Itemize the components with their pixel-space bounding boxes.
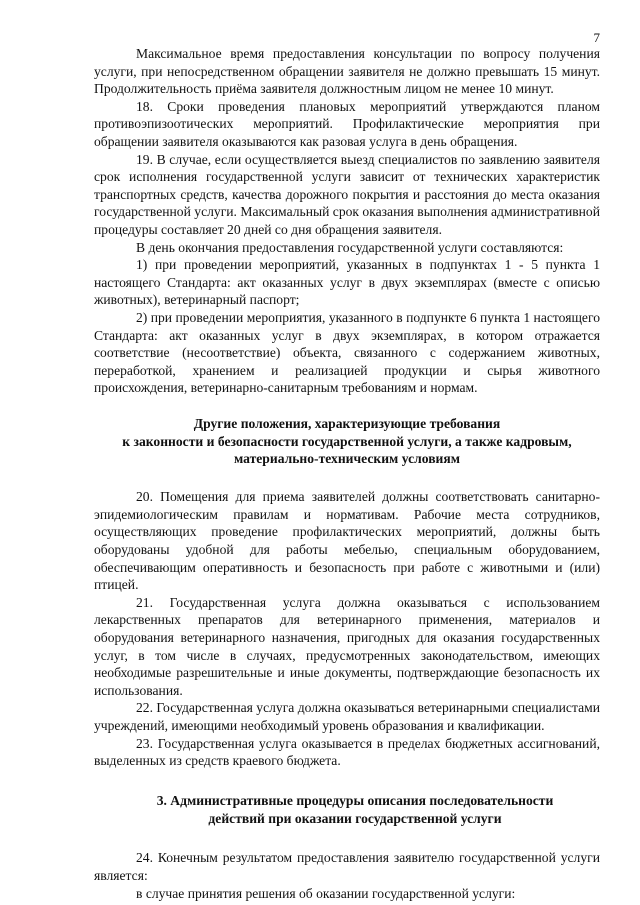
paragraph-18: 18. Сроки проведения плановых мероприятий утверждаются планом противоэпизоотических мероприятий. Профилактические мероприятия при обращении заявителя оказываются как разовая услуга в день обращения. <box>94 98 600 149</box>
paragraph-22: 22. Государственная услуга должна оказываться ветеринарными специалистами учреждений, имеющими необходимый уровень образования и квалификации. <box>94 700 600 733</box>
paragraph-consultation-time: Максимальное время предоставления консультации по вопросу получения услуги, при непосредственном обращении заявителя не должно превышать 15 минут. Продолжительность приёма заявителя должностным лицом не менее 10 минут. <box>94 46 600 97</box>
heading-line: 3. Административные процедуры описания последовательности <box>156 792 554 808</box>
paragraph-21: 21. Государственная услуга должна оказываться с использованием лекарственных препаратов для ветеринарного применения, материалов и оборудования ветеринарного назначения, пригодных для оказания государственных услуг, в том числе в случаях, предусмотренных законодательством, имеющих необходимые разрешительные и иные документы, подтверждающие безопасность их использования. <box>94 594 600 698</box>
paragraph-19: 19. В случае, если осуществляется выезд специалистов по заявлению заявителя срок исполнения государственной услуги зависит от технических характеристик транспортных средств, качества дорожного покрытия и расстояния до места оказания государственной услуги. Максимальный срок оказания выполнения административной процедуры составляет 20 дней со дня обращения заявителя. <box>94 151 600 237</box>
heading-line: к законности и безопасности государственной услуги, а также кадровым, <box>122 433 572 449</box>
document-body <box>94 45 600 902</box>
heading-line: материально-техническим условиям <box>233 451 460 467</box>
heading-line: Другие положения, характеризующие требования <box>193 415 501 431</box>
paragraph-20: 20. Помещения для приема заявителей должны соответствовать санитарно-эпидемиологическим правилам и нормативам. Рабочие места сотрудников, осуществляющих проведение профилактических мероприятий, должны быть оборудованы удобной для работы мебелью, специальным оборудованием, обеспечивающим оперативность и безопасность при работе с животными и (или) птицей. <box>94 489 600 593</box>
section-heading-other-provisions <box>94 415 600 468</box>
heading-line: действий при оказании государственной услуги <box>208 810 502 826</box>
page-number: 7 <box>593 30 600 45</box>
paragraph-24: 24. Конечным результатом предоставления заявителю государственной услуги является: <box>94 850 600 883</box>
section-heading-administrative-procedures <box>94 792 600 828</box>
paragraph-23: 23. Государственная услуга оказывается в пределах бюджетных ассигнований, выделенных из средств краевого бюджета. <box>94 735 600 769</box>
paragraph-item-1: 1) при проведении мероприятий, указанных в подпунктах 1 - 5 пункта 1 настоящего Стандарта: акт оказанных услуг в двух экземплярах (вместе с описью животных), ветеринарный паспорт; <box>94 257 600 308</box>
paragraph-item-2: 2) при проведении мероприятия, указанного в подпункте 6 пункта 1 настоящего Стандарта: акт оказанных услуг в двух экземплярах, в котором отражается соответствие (несоответствие) объекта, связанного с содержанием животных, переработкой, хранением и реализацией продукции и сырья животного происхождения, ветеринарно-санитарным требованиям и нормам. <box>94 309 600 396</box>
paragraph-decision: в случае принятия решения об оказании государственной услуги: <box>136 885 516 901</box>
paragraph-final-day: В день окончания предоставления государственной услуги составляются: <box>136 239 564 255</box>
